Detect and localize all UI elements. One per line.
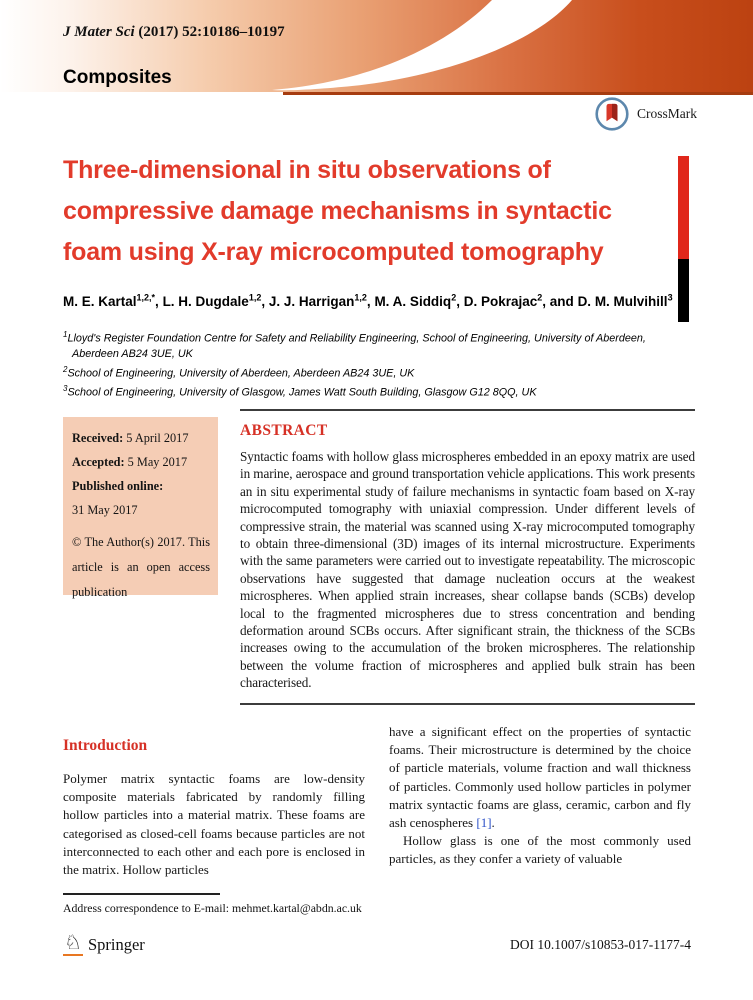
reference-link-1[interactable]: [1] bbox=[476, 815, 492, 831]
author: and D. M. Mulvihill$^3$ bbox=[549, 292, 673, 309]
publisher-name: Springer bbox=[87, 934, 145, 954]
author: L. H. Dugdale$^{1,2}$, bbox=[162, 292, 269, 309]
author: M. A. Siddiq$^2$, bbox=[374, 292, 464, 309]
abstract-body: Syntactic foams with hollow glass microspheres embedded in an epoxy matrix are used in marine, aerospace and ground transportation vehicle applications. This work presents an in situ experimental study of failure mechanisms in syntactic foam based on X-ray microcomputed tomography with uniaxial compression. Under different levels of compressive strain, the material was scanned using X-ray microcomputed tomography to obtain three-dimensional (3D) images of its internal microstructure. Experiments with the same parameters were carried out to investigate repeatability. The microscopic observations have suggested that damage nucleation occurs at the weakest microspheres. When applied strain increases, shear collapse bands (SCBs) develop local to the fragmented microspheres due to stress concentration and bending deformation around SCBs occurs. After significant strain, the thickness of the SCBs increases owing to the accumulation of the broken microspheres. The relationship between the volume fraction of microspheres and applied bulk strain has been characterised. bbox=[240, 449, 695, 691]
accepted-line: Accepted: 5 May 2017 bbox=[72, 455, 188, 469]
page-footer bbox=[63, 933, 691, 956]
journal-citation bbox=[63, 24, 285, 41]
body-paragraph: Hollow glass is one of the most commonly used particles, as they confer a variety of valuable bbox=[389, 833, 691, 867]
header-underline bbox=[283, 92, 753, 95]
crossmark-badge[interactable] bbox=[594, 96, 697, 132]
publication-history-box bbox=[63, 417, 218, 599]
title-side-bar-red bbox=[678, 156, 689, 259]
springer-logo bbox=[63, 933, 145, 956]
doi-text: DOI 10.1007/s10853-017-1177-4 bbox=[510, 936, 691, 952]
journal-volume-pages: (2017) 52:10186–10197 bbox=[134, 24, 285, 40]
affiliation-list bbox=[63, 327, 663, 401]
received-line: Received: 5 April 2017 bbox=[72, 431, 189, 445]
journal-section-label: Composites bbox=[63, 67, 172, 88]
body-columns bbox=[63, 721, 691, 879]
journal-name: J Mater Sci bbox=[63, 24, 135, 40]
crossmark-icon bbox=[594, 96, 630, 132]
published-online-line: Published online: bbox=[72, 479, 164, 493]
springer-knight-icon: ♘ bbox=[64, 932, 82, 954]
title-side-bar-black bbox=[678, 259, 689, 322]
left-column bbox=[63, 721, 365, 879]
author: M. E. Kartal$^{1,2,*}$, bbox=[63, 292, 163, 309]
author-list bbox=[63, 292, 703, 309]
introduction-paragraph: Polymer matrix syntactic foams are low-density composite materials fabricated by randomly filling hollow particles into a material matrix. These foams are categorised as closed-cell foams because particles are not interconnected to each other and each pore is enclosed in the matrix. Hollow particles bbox=[63, 771, 365, 878]
copyright-notice: © The Author(s) 2017. This article is an open access publication bbox=[72, 535, 210, 599]
body-paragraph: have a significant effect on the properties of syntactic foams. Their microstructure is determined by the choice of particle materials, volume fraction and wall thickness of particles. Commonly used hollow particles in polymer matrix syntactic foams are glass, ceramic, carbon and fly ash cenospheres [1]. bbox=[389, 724, 691, 831]
footnote-rule bbox=[63, 893, 220, 895]
author: J. J. Harrigan$^{1,2}$, bbox=[268, 292, 375, 309]
abstract-bottom-rule bbox=[240, 703, 695, 705]
affiliation: $^3$School of Engineering, University of Glasgow, James Watt South Building, Glasgow G12 8QQ, UK bbox=[63, 384, 537, 399]
affiliation: $^2$School of Engineering, University of Aberdeen, Aberdeen AB24 3UE, UK bbox=[63, 364, 415, 380]
abstract-section bbox=[240, 409, 695, 705]
correspondence-text: Address correspondence to E-mail: mehmet.kartal@abdn.ac.uk bbox=[63, 900, 362, 915]
journal-header-band bbox=[0, 0, 753, 92]
abstract-top-rule bbox=[240, 409, 695, 411]
correspondence-footnote bbox=[63, 893, 543, 916]
crossmark-label: CrossMark bbox=[637, 106, 697, 121]
author: D. Pokrajac$^2$, bbox=[463, 292, 550, 309]
published-date-line: 31 May 2017 bbox=[72, 503, 138, 517]
abstract-heading: ABSTRACT bbox=[240, 422, 328, 439]
introduction-heading: Introduction bbox=[63, 737, 148, 754]
right-column bbox=[389, 721, 691, 879]
affiliation: $^1$Lloyd's Register Foundation Centre for Safety and Reliability Engineering, School of Engineering, University of Aberdeen, Aberdeen AB24 3UE, UK bbox=[63, 330, 646, 360]
article-title: Three-dimensional in situ observations of compressive damage mechanisms in syntactic foam using X-ray microcomputed tomography bbox=[63, 156, 612, 266]
